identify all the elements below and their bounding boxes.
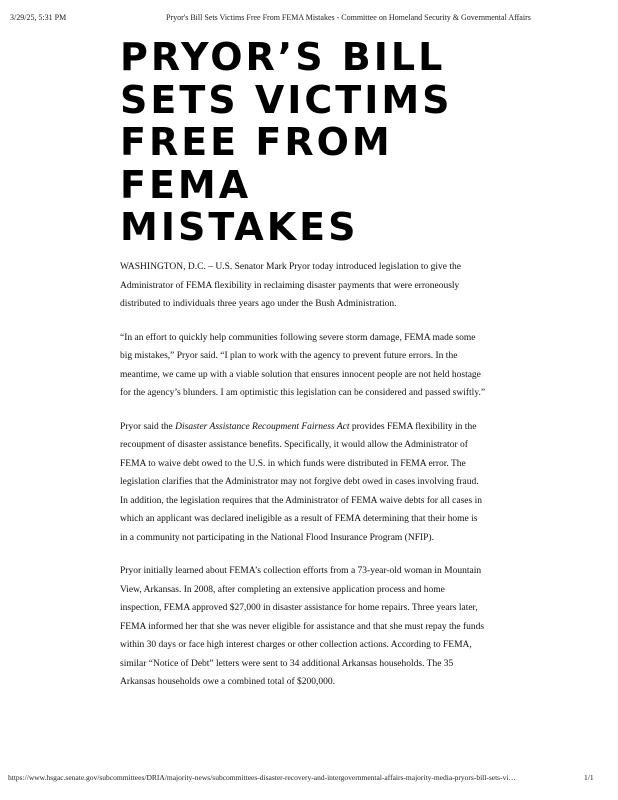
- print-page-title: Pryor's Bill Sets Victims Free From FEMA Mistakes - Committee on Homeland Security & Governmental Affairs: [166, 13, 531, 22]
- paragraph-line: legislation clarifies that the Administrator may not forgive debt owed in cases involving fraud.: [120, 477, 479, 487]
- paragraph-line: within 30 days or face high interest charges or other collection actions. According to FEMA,: [120, 640, 472, 650]
- paragraph-line: In addition, the legislation requires that the Administrator of FEMA waive debts for all cases in: [120, 495, 482, 506]
- act-title: Disaster Assistance Recoupment Fairness Act: [175, 421, 350, 432]
- article-paragraph: [120, 258, 512, 314]
- paragraph-line: WASHINGTON, D.C. – U.S. Senator Mark Pryor today introduced legislation to give the: [120, 262, 461, 272]
- paragraph-line: FEMA to waive debt owed to the U.S. in which funds were distributed in FEMA error. The: [120, 458, 466, 469]
- paragraph-line: which an applicant was declared ineligible as a result of FEMA determining that their home is: [120, 514, 478, 524]
- headline-line: SETS VICTIMS: [120, 77, 453, 122]
- paragraph-line: View, Arkansas. In 2008, after completing an extensive application process and home: [120, 584, 445, 595]
- paragraph-line: Pryor initially learned about FEMA’s collection efforts from a 73-year-old woman in Mountain: [120, 566, 482, 576]
- paragraph-line: similar “Notice of Debt” letters were sent to 34 additional Arkansas households. The 35: [120, 658, 454, 669]
- paragraph-line: Administrator of FEMA flexibility in reclaiming disaster payments that were erroneously: [120, 280, 460, 291]
- print-page-indicator: 1/1: [584, 773, 594, 782]
- headline-line: MISTAKES: [120, 205, 359, 249]
- print-source-url: https://www.hsgac.senate.gov/subcommittees/DRIA/majority-news/subcommittees-disaster-recovery-and-intergovernmental-affairs-majority-media-pryors-bill-sets-vi…: [8, 773, 516, 782]
- paragraph-line: “In an effort to quickly help communities following severe storm damage, FEMA made some: [120, 332, 476, 343]
- paragraph-text: Pryor said the: [120, 421, 176, 432]
- paragraph-line: Arkansas households owe a combined total of $200,000.: [120, 677, 336, 687]
- paragraph-line: in a community not participating in the National Flood Insurance Program (NFIP).: [120, 532, 434, 543]
- paragraph-line: [120, 418, 512, 437]
- paragraph-line: for the agency’s blunders. I am optimistic this legislation can be considered and passed swiftly.”: [120, 388, 486, 398]
- article-paragraph: [120, 329, 512, 403]
- paragraph-line: big mistakes,” Pryor said. “I plan to work with the agency to prevent future errors. In the: [120, 351, 458, 361]
- print-datetime: 3/29/25, 5:31 PM: [10, 13, 67, 22]
- article-paragraph: [120, 418, 512, 548]
- paragraph-text: provides FEMA flexibility in the: [349, 421, 477, 432]
- article-paragraph: [120, 562, 512, 692]
- paragraph-line: FEMA informed her that she was never eligible for assistance and that she must repay the funds: [120, 621, 485, 632]
- headline-line: FREE FROM: [120, 120, 393, 164]
- paragraph-line: meantime, we came up with a viable solution that ensures innocent people are not held hostage: [120, 369, 481, 380]
- headline-line: FEMA: [120, 162, 252, 207]
- article-body: [120, 258, 512, 707]
- article-headline: [120, 36, 540, 249]
- paragraph-line: inspection, FEMA approved $27,000 in disaster assistance for home repairs. Three years later,: [120, 603, 478, 613]
- headline-line: PRYOR’S BILL: [120, 35, 446, 79]
- paragraph-line: recoupment of disaster assistance benefits. Specifically, it would allow the Administrator of: [120, 440, 468, 450]
- paragraph-line: distributed to individuals three years ago under the Bush Administration.: [120, 299, 397, 309]
